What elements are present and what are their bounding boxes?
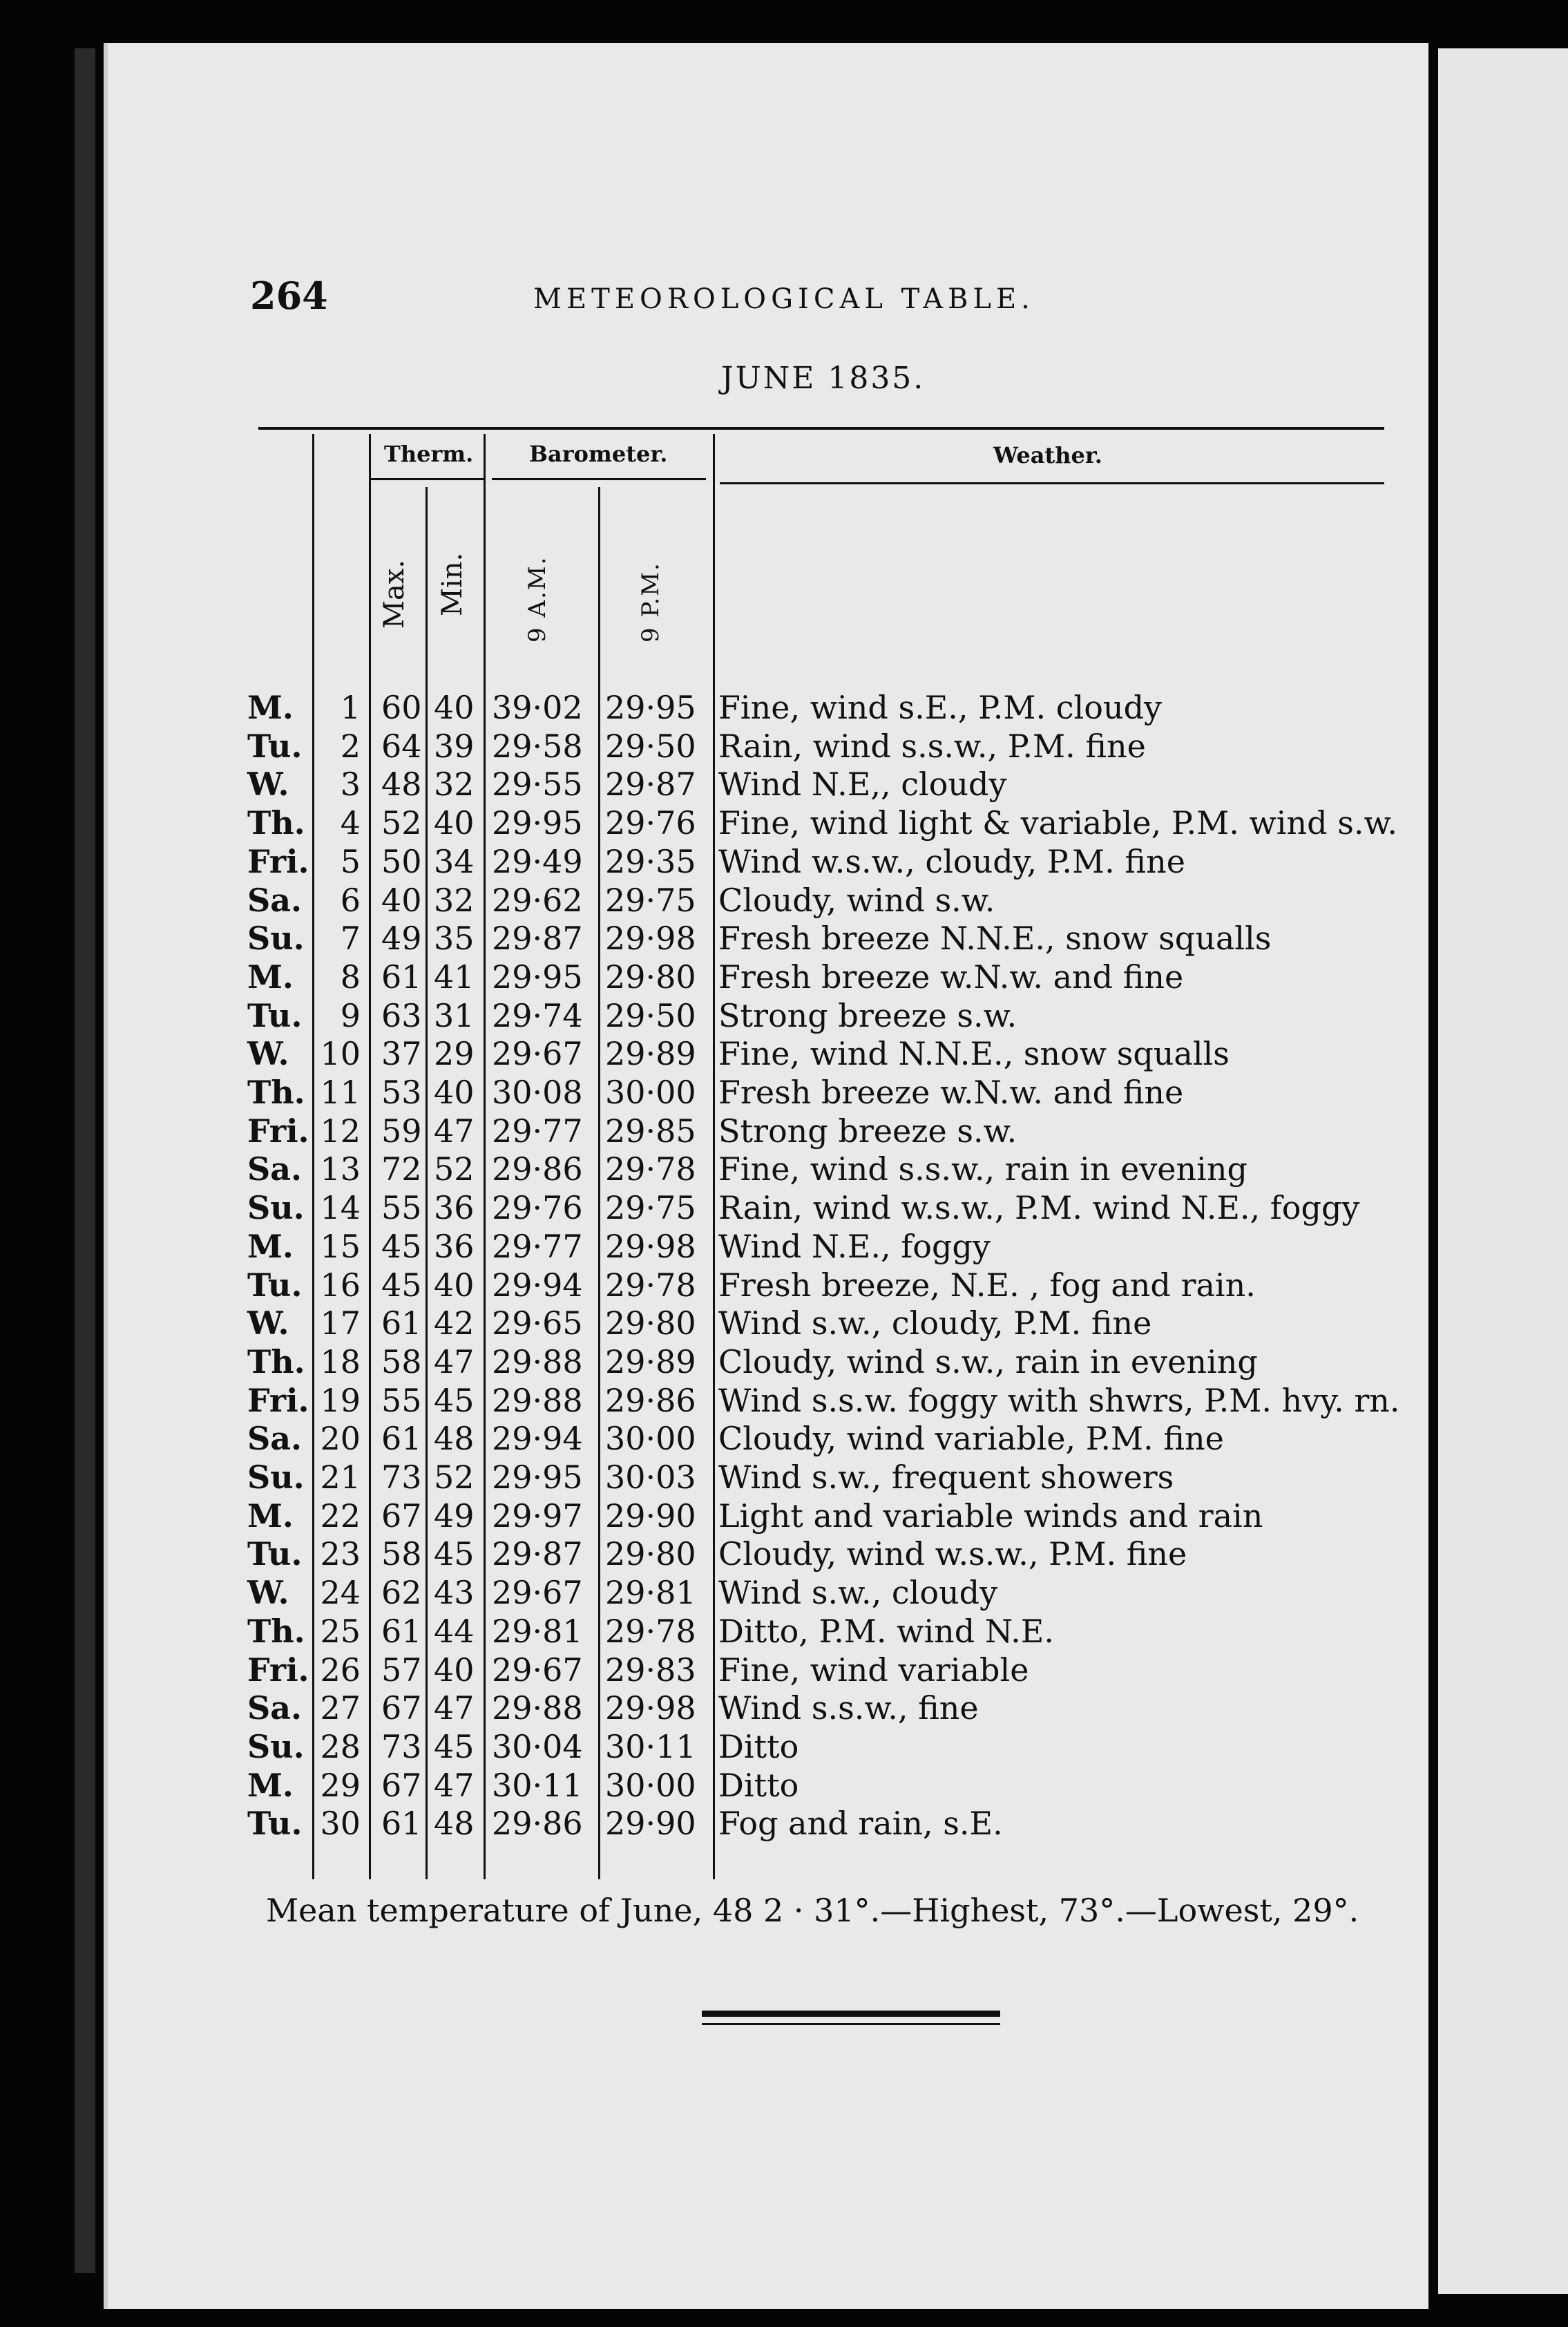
therm-max-cell: 61 [381, 1420, 422, 1458]
therm-max-cell: 61 [381, 1612, 422, 1650]
date-cell: 6 [340, 881, 361, 919]
table-row [0, 1304, 1568, 1342]
barometer-pm-cell: 30·11 [605, 1727, 696, 1765]
weather-cell: Wind s.s.w., fine [718, 1689, 979, 1727]
barometer-pm-cell: 29·50 [605, 727, 696, 765]
barometer-am-cell: 29·58 [492, 727, 583, 765]
day-name: Th. [247, 1074, 305, 1111]
date-cell: 7 [340, 920, 361, 958]
barometer-pm-cell: 29·78 [605, 1150, 696, 1188]
barometer-am-cell: 29·94 [492, 1420, 583, 1458]
barometer-am-cell: 29·62 [492, 881, 583, 919]
weather-cell: Strong breeze s.w. [718, 1112, 1017, 1150]
therm-max-cell: 73 [381, 1459, 422, 1496]
therm-min-cell: 40 [434, 1651, 475, 1689]
monthly-summary: Mean temperature of June, 48 2 · 31°.—Highest, 73°.—Lowest, 29°. [266, 1892, 1359, 1929]
therm-max-cell: 64 [381, 727, 422, 765]
table-row [0, 1419, 1568, 1458]
day-name: Sa. [247, 881, 303, 919]
table-row [0, 1804, 1568, 1843]
therm-max-cell: 72 [381, 1150, 422, 1188]
weather-cell: Wind s.w., frequent showers [718, 1459, 1174, 1496]
weather-cell: Ditto, P.M. wind N.E. [718, 1612, 1055, 1650]
date-cell: 25 [320, 1612, 361, 1650]
date-cell: 5 [340, 842, 361, 880]
day-name: Fri. [247, 1651, 309, 1689]
day-name: M. [247, 1766, 294, 1804]
barometer-pm-cell: 29·78 [605, 1266, 696, 1304]
barometer-pm-cell: 29·86 [605, 1381, 696, 1419]
therm-max-cell: 57 [381, 1651, 422, 1689]
weather-cell: Ditto [718, 1766, 799, 1804]
day-name: Th. [247, 1342, 305, 1380]
date-cell: 13 [320, 1150, 361, 1188]
barometer-pm-cell: 29·75 [605, 881, 696, 919]
day-name: W. [247, 766, 289, 804]
therm-max-cell: 67 [381, 1689, 422, 1727]
barometer-pm-cell: 30·03 [605, 1459, 696, 1496]
weather-cell: Light and variable winds and rain [718, 1497, 1263, 1535]
barometer-am-cell: 29·77 [492, 1227, 583, 1265]
weather-cell: Fog and rain, s.E. [718, 1805, 1003, 1843]
therm-min-cell: 40 [434, 689, 475, 726]
barometer-am-cell: 29·81 [492, 1612, 583, 1650]
date-cell: 8 [340, 958, 361, 996]
therm-max-cell: 60 [381, 689, 422, 726]
day-name: Su. [247, 1727, 305, 1765]
therm-max-cell: 49 [381, 920, 422, 958]
barometer-am-cell: 29·74 [492, 996, 583, 1034]
therm-max-cell: 40 [381, 881, 422, 919]
therm-min-cell: 45 [434, 1727, 475, 1765]
table-row [0, 958, 1568, 996]
day-name: Fri. [247, 1381, 309, 1419]
table-row [0, 1573, 1568, 1612]
barometer-pm-cell: 29·75 [605, 1189, 696, 1227]
therm-min-cell: 32 [434, 766, 475, 804]
therm-min-cell: 41 [434, 958, 475, 996]
weather-cell: Wind w.s.w., cloudy, P.M. fine [718, 842, 1185, 880]
weather-cell: Cloudy, wind w.s.w., P.M. fine [718, 1535, 1187, 1573]
therm-min-cell: 34 [434, 842, 475, 880]
therm-min-cell: 48 [434, 1805, 475, 1843]
table-row [0, 1651, 1568, 1689]
therm-max-cell: 58 [381, 1535, 422, 1573]
weather-cell: Fine, wind light & variable, P.M. wind s.w. [718, 804, 1397, 842]
barometer-pm-cell: 29·80 [605, 1304, 696, 1342]
weather-cell: Fresh breeze w.N.w. and fine [718, 958, 1184, 996]
weather-cell: Fine, wind s.E., P.M. cloudy [718, 689, 1163, 726]
therm-max-cell: 63 [381, 996, 422, 1034]
therm-min-cell: 36 [434, 1227, 475, 1265]
page-number: 264 [250, 274, 328, 318]
therm-min-cell: 29 [434, 1035, 475, 1073]
therm-max-cell: 61 [381, 1304, 422, 1342]
day-name: Fri. [247, 1112, 309, 1150]
therm-max-cell: 45 [381, 1227, 422, 1265]
table-row [0, 804, 1568, 842]
date-cell: 3 [340, 766, 361, 804]
therm-min-cell: 40 [434, 1266, 475, 1304]
barometer-pm-cell: 29·90 [605, 1805, 696, 1843]
day-name: M. [247, 689, 294, 726]
weather-cell: Cloudy, wind s.w., rain in evening [718, 1342, 1258, 1380]
date-cell: 24 [320, 1574, 361, 1612]
barometer-pm-cell: 29·98 [605, 1227, 696, 1265]
date-cell: 26 [320, 1651, 361, 1689]
therm-min-cell: 47 [434, 1766, 475, 1804]
barometer-header: Barometer. [529, 441, 668, 467]
barometer-pm-cell: 29·78 [605, 1612, 696, 1650]
therm-min-cell: 43 [434, 1574, 475, 1612]
table-row [0, 1689, 1568, 1727]
weather-cell: Wind s.s.w. foggy with shwrs, P.M. hvy. rn. [718, 1381, 1400, 1419]
table-row [0, 1535, 1568, 1573]
table-row [0, 1727, 1568, 1766]
table-row [0, 1266, 1568, 1304]
barometer-pm-cell: 30·00 [605, 1420, 696, 1458]
day-name: W. [247, 1035, 289, 1073]
day-name: M. [247, 1227, 294, 1265]
barometer-am-cell: 29·94 [492, 1266, 583, 1304]
table-row [0, 765, 1568, 804]
weather-cell: Cloudy, wind variable, P.M. fine [718, 1420, 1224, 1458]
min-header: Min. [437, 552, 468, 616]
table-row [0, 1188, 1568, 1227]
date-cell: 23 [320, 1535, 361, 1573]
day-name: Sa. [247, 1150, 303, 1188]
barometer-pm-cell: 29·89 [605, 1342, 696, 1380]
day-name: Tu. [247, 1535, 303, 1573]
date-cell: 16 [320, 1266, 361, 1304]
barometer-am-cell: 29·87 [492, 1535, 583, 1573]
weather-cell: Rain, wind s.s.w., P.M. fine [718, 727, 1146, 765]
day-name: Th. [247, 804, 305, 842]
max-header: Max. [379, 559, 410, 629]
barometer-am-cell: 30·11 [492, 1766, 583, 1804]
table-row [0, 1497, 1568, 1535]
weather-cell: Wind N.E,, cloudy [718, 766, 1007, 804]
weather-cell: Ditto [718, 1727, 799, 1765]
weather-cell: Wind N.E., foggy [718, 1227, 991, 1265]
date-cell: 10 [320, 1035, 361, 1073]
date-cell: 30 [320, 1805, 361, 1843]
therm-max-cell: 48 [381, 766, 422, 804]
day-name: Sa. [247, 1689, 303, 1727]
barometer-am-cell: 30·04 [492, 1727, 583, 1765]
day-name: Tu. [247, 996, 303, 1034]
therm-max-cell: 45 [381, 1266, 422, 1304]
table-row [0, 1112, 1568, 1150]
day-name: Tu. [247, 727, 303, 765]
barometer-am-cell: 39·02 [492, 689, 583, 726]
therm-rule [369, 478, 484, 480]
therm-min-cell: 45 [434, 1381, 475, 1419]
date-cell: 18 [320, 1342, 361, 1380]
therm-max-cell: 59 [381, 1112, 422, 1150]
table-row [0, 727, 1568, 766]
barometer-pm-cell: 29·80 [605, 958, 696, 996]
date-cell: 21 [320, 1459, 361, 1496]
table-row [0, 1766, 1568, 1805]
barometer-pm-cell: 29·90 [605, 1497, 696, 1535]
therm-max-cell: 61 [381, 958, 422, 996]
date-cell: 2 [340, 727, 361, 765]
am-header: 9 A.M. [524, 555, 551, 643]
therm-min-cell: 52 [434, 1459, 475, 1496]
therm-min-cell: 40 [434, 804, 475, 842]
therm-min-cell: 49 [434, 1497, 475, 1535]
date-cell: 17 [320, 1304, 361, 1342]
day-name: Su. [247, 1459, 305, 1496]
barometer-pm-cell: 29·98 [605, 1689, 696, 1727]
day-name: Sa. [247, 1420, 303, 1458]
date-cell: 12 [320, 1112, 361, 1150]
pm-header: 9 P.M. [637, 562, 665, 643]
weather-cell: Strong breeze s.w. [718, 996, 1017, 1034]
date-cell: 19 [320, 1381, 361, 1419]
weather-cell: Cloudy, wind s.w. [718, 881, 995, 919]
barometer-am-cell: 29·88 [492, 1381, 583, 1419]
therm-min-cell: 31 [434, 996, 475, 1034]
table-row [0, 881, 1568, 920]
barometer-am-cell: 29·95 [492, 958, 583, 996]
table-row [0, 842, 1568, 881]
table-row [0, 1034, 1568, 1073]
barometer-pm-cell: 30·00 [605, 1766, 696, 1804]
barometer-pm-cell: 29·50 [605, 996, 696, 1034]
therm-min-cell: 39 [434, 727, 475, 765]
therm-max-cell: 53 [381, 1074, 422, 1111]
weather-cell: Fresh breeze, N.E. , fog and rain. [718, 1266, 1256, 1304]
therm-max-cell: 55 [381, 1189, 422, 1227]
barometer-am-cell: 30·08 [492, 1074, 583, 1111]
barometer-am-cell: 29·86 [492, 1805, 583, 1843]
therm-max-cell: 67 [381, 1497, 422, 1535]
table-row [0, 1073, 1568, 1112]
weather-cell: Fresh breeze w.N.w. and fine [718, 1074, 1184, 1111]
table-row [0, 1150, 1568, 1188]
therm-max-cell: 55 [381, 1381, 422, 1419]
day-name: M. [247, 1497, 294, 1535]
barometer-pm-cell: 29·85 [605, 1112, 696, 1150]
date-cell: 15 [320, 1227, 361, 1265]
therm-max-cell: 67 [381, 1766, 422, 1804]
date-cell: 27 [320, 1689, 361, 1727]
day-name: M. [247, 958, 294, 996]
date-cell: 29 [320, 1766, 361, 1804]
day-name: W. [247, 1574, 289, 1612]
running-title: METEOROLOGICAL TABLE. [533, 283, 1035, 315]
table-row [0, 1458, 1568, 1497]
barometer-am-cell: 29·86 [492, 1150, 583, 1188]
barometer-am-cell: 29·67 [492, 1035, 583, 1073]
barometer-rule [492, 478, 706, 480]
date-cell: 14 [320, 1189, 361, 1227]
month-title: JUNE 1835. [721, 361, 926, 396]
barometer-am-cell: 29·88 [492, 1342, 583, 1380]
closing-rule-thin [702, 2023, 1000, 2025]
table-row [0, 919, 1568, 958]
day-name: Su. [247, 1189, 305, 1227]
date-cell: 11 [320, 1074, 361, 1111]
therm-min-cell: 44 [434, 1612, 475, 1650]
table-top-rule [258, 427, 1384, 430]
barometer-am-cell: 29·97 [492, 1497, 583, 1535]
table-row [0, 1612, 1568, 1651]
weather-cell: Fine, wind s.s.w., rain in evening [718, 1150, 1247, 1188]
weather-cell: Wind s.w., cloudy, P.M. fine [718, 1304, 1152, 1342]
barometer-am-cell: 29·95 [492, 1459, 583, 1496]
barometer-am-cell: 29·67 [492, 1574, 583, 1612]
day-name: Su. [247, 920, 305, 958]
date-cell: 20 [320, 1420, 361, 1458]
barometer-pm-cell: 29·98 [605, 920, 696, 958]
barometer-am-cell: 29·87 [492, 920, 583, 958]
therm-min-cell: 47 [434, 1112, 475, 1150]
therm-max-cell: 62 [381, 1574, 422, 1612]
therm-min-cell: 45 [434, 1535, 475, 1573]
therm-max-cell: 58 [381, 1342, 422, 1380]
barometer-pm-cell: 29·81 [605, 1574, 696, 1612]
date-cell: 28 [320, 1727, 361, 1765]
therm-min-cell: 47 [434, 1689, 475, 1727]
table-row [0, 1342, 1568, 1381]
barometer-pm-cell: 29·76 [605, 804, 696, 842]
barometer-am-cell: 29·88 [492, 1689, 583, 1727]
day-name: Fri. [247, 842, 309, 880]
therm-max-cell: 61 [381, 1805, 422, 1843]
date-cell: 1 [340, 689, 361, 726]
therm-min-cell: 42 [434, 1304, 475, 1342]
weather-cell: Rain, wind w.s.w., P.M. wind N.E., foggy [718, 1189, 1360, 1227]
date-cell: 4 [340, 804, 361, 842]
therm-header: Therm. [384, 441, 474, 467]
day-name: W. [247, 1304, 289, 1342]
therm-max-cell: 52 [381, 804, 422, 842]
therm-max-cell: 37 [381, 1035, 422, 1073]
table-row [0, 996, 1568, 1035]
barometer-am-cell: 29·55 [492, 766, 583, 804]
barometer-am-cell: 29·95 [492, 804, 583, 842]
weather-cell: Fine, wind N.N.E., snow squalls [718, 1035, 1230, 1073]
barometer-pm-cell: 29·35 [605, 842, 696, 880]
barometer-pm-cell: 29·87 [605, 766, 696, 804]
table-row [0, 1227, 1568, 1266]
weather-cell: Fresh breeze N.N.E., snow squalls [718, 920, 1272, 958]
therm-min-cell: 32 [434, 881, 475, 919]
weather-rule [720, 482, 1384, 484]
closing-rule [702, 2011, 1000, 2017]
weather-cell: Wind s.w., cloudy [718, 1574, 998, 1612]
weather-header: Weather. [993, 442, 1102, 468]
date-cell: 9 [340, 996, 361, 1034]
barometer-am-cell: 29·65 [492, 1304, 583, 1342]
barometer-pm-cell: 29·89 [605, 1035, 696, 1073]
therm-max-cell: 73 [381, 1727, 422, 1765]
date-cell: 22 [320, 1497, 361, 1535]
barometer-am-cell: 29·49 [492, 842, 583, 880]
barometer-pm-cell: 29·80 [605, 1535, 696, 1573]
therm-min-cell: 52 [434, 1150, 475, 1188]
therm-min-cell: 47 [434, 1342, 475, 1380]
day-name: Tu. [247, 1266, 303, 1304]
barometer-pm-cell: 30·00 [605, 1074, 696, 1111]
barometer-am-cell: 29·77 [492, 1112, 583, 1150]
barometer-am-cell: 29·67 [492, 1651, 583, 1689]
barometer-pm-cell: 29·83 [605, 1651, 696, 1689]
day-name: Tu. [247, 1805, 303, 1843]
therm-min-cell: 36 [434, 1189, 475, 1227]
therm-min-cell: 40 [434, 1074, 475, 1111]
therm-min-cell: 48 [434, 1420, 475, 1458]
barometer-pm-cell: 29·95 [605, 689, 696, 726]
therm-max-cell: 50 [381, 842, 422, 880]
table-row [0, 1381, 1568, 1420]
therm-min-cell: 35 [434, 920, 475, 958]
barometer-am-cell: 29·76 [492, 1189, 583, 1227]
weather-cell: Fine, wind variable [718, 1651, 1029, 1689]
table-row [0, 688, 1568, 727]
day-name: Th. [247, 1612, 305, 1650]
